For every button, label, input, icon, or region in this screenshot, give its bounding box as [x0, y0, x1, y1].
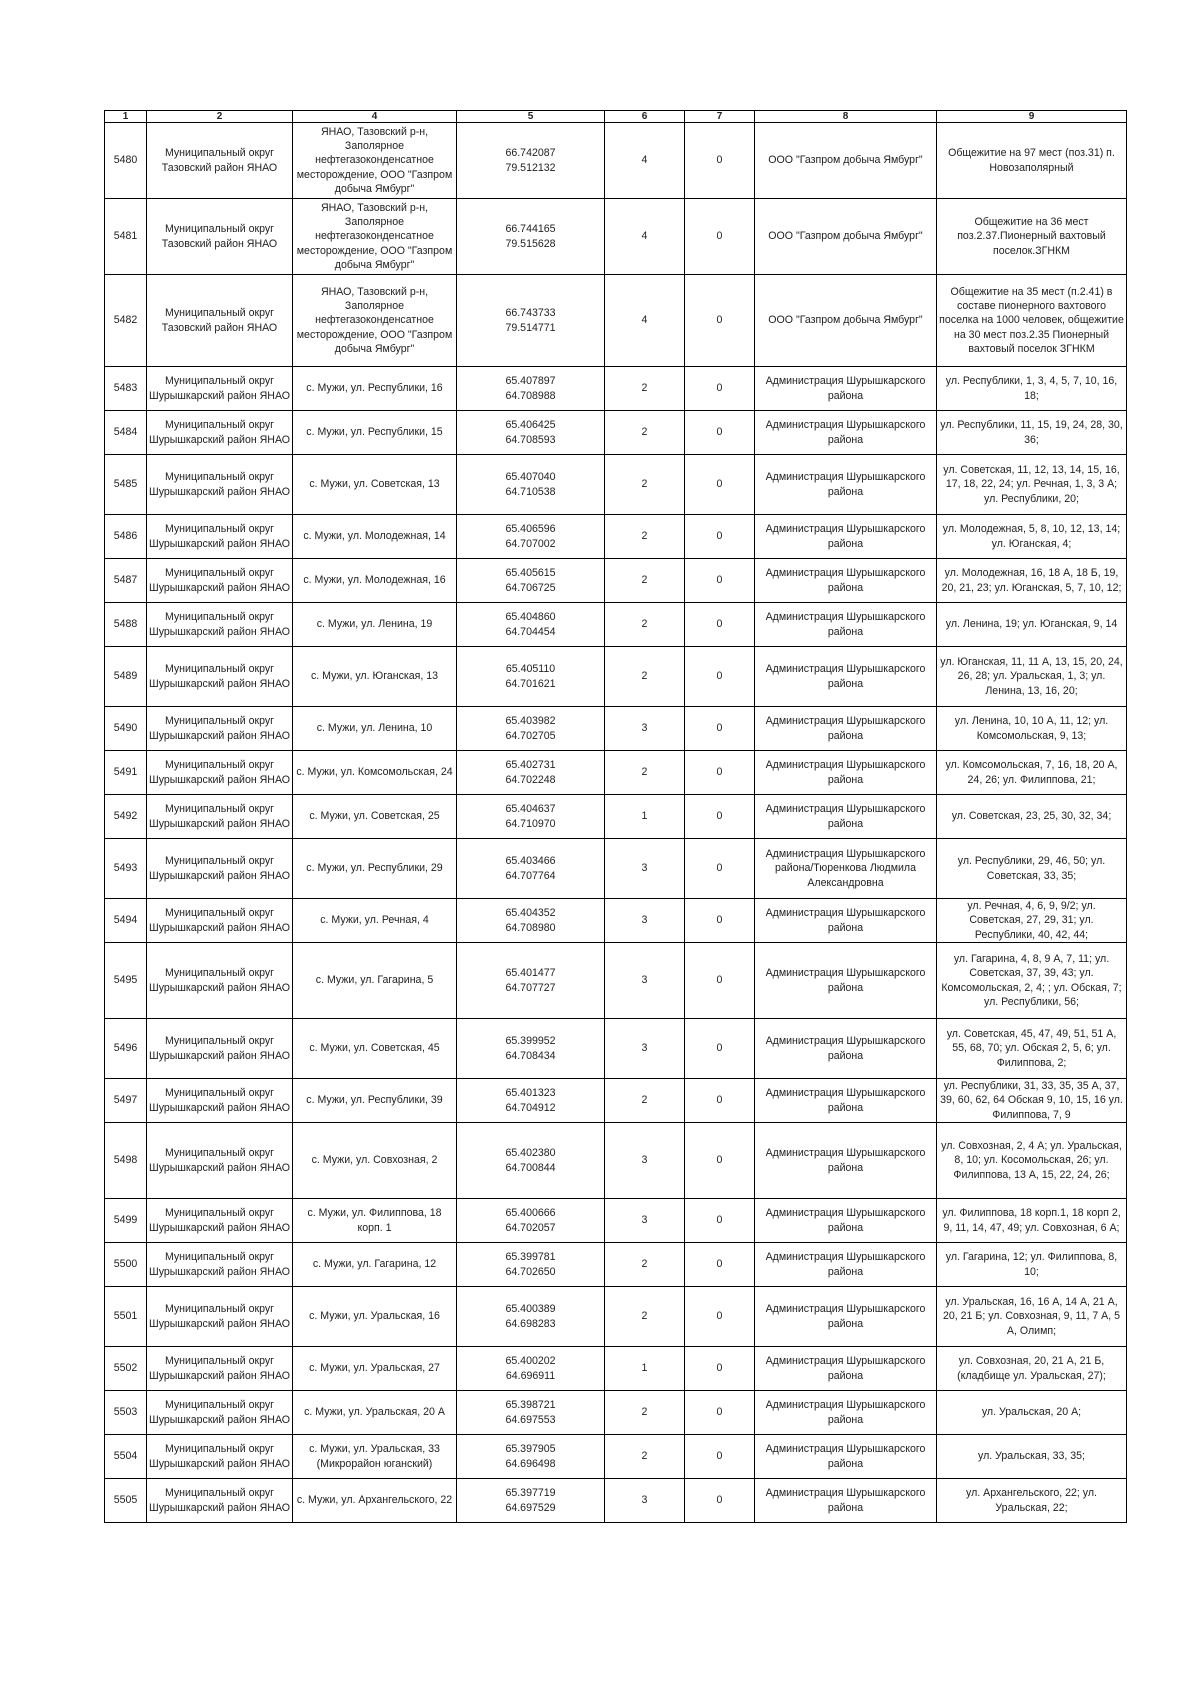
cell-district: Муниципальный округ Шурышкарский район ЯНАО [147, 1019, 293, 1079]
table-row [105, 1199, 1127, 1243]
cell-address: с. Мужи, ул. Республики, 29 [293, 839, 457, 899]
cell-coordinates [457, 275, 605, 367]
longitude: 64.702650 [505, 1265, 556, 1278]
table-row [105, 367, 1127, 411]
cell-address: с. Мужи, ул. Ленина, 19 [293, 603, 457, 647]
cell-col6: 2 [605, 1391, 685, 1435]
header-cell: 2 [147, 111, 293, 123]
latitude: 65.401477 [505, 966, 556, 979]
header-row [105, 111, 1127, 123]
cell-col7: 0 [685, 839, 755, 899]
table-row [105, 603, 1127, 647]
cell-district: Муниципальный округ Шурышкарский район ЯНАО [147, 1123, 293, 1199]
cell-address: с. Мужи, ул. Юганская, 13 [293, 647, 457, 707]
cell-col7: 0 [685, 795, 755, 839]
cell-served-objects: Общежитие на 36 мест поз.2.37.Пионерный вахтовый поселок.ЗГНКМ [937, 199, 1127, 275]
latitude: 65.403466 [505, 854, 556, 867]
cell-served-objects: ул. Республики, 31, 33, 35, 35 А, 37, 39, 60, 62, 64 Обская 9, 10, 15, 16 ул. Филиппова, 7, 9 [937, 1079, 1127, 1123]
cell-number: 5500 [105, 1243, 147, 1287]
header-cell: 5 [457, 111, 605, 123]
cell-col6: 3 [605, 1019, 685, 1079]
cell-col6: 4 [605, 199, 685, 275]
cell-col6: 4 [605, 123, 685, 199]
cell-number: 5483 [105, 367, 147, 411]
table-row [105, 455, 1127, 515]
cell-served-objects: ул. Гагарина, 4, 8, 9 А, 7, 11; ул. Советская, 37, 39, 43; ул. Комсомольская, 2, 4; ; ул. Обская, 7; ул. Республики, 56; [937, 943, 1127, 1019]
cell-number: 5491 [105, 751, 147, 795]
longitude: 64.708980 [505, 921, 556, 934]
cell-number: 5505 [105, 1479, 147, 1523]
latitude: 65.400666 [505, 1206, 556, 1219]
cell-district: Муниципальный округ Шурышкарский район ЯНАО [147, 455, 293, 515]
table-row [105, 1347, 1127, 1391]
longitude: 64.702057 [505, 1221, 556, 1234]
cell-col7: 0 [685, 199, 755, 275]
cell-served-objects: ул. Речная, 4, 6, 9, 9/2; ул. Советская, 27, 29, 31; ул. Республики, 40, 42, 44; [937, 899, 1127, 943]
cell-served-objects: ул. Уральская, 16, 16 А, 14 А, 21 А, 20, 21 Б; ул. Совхозная, 9, 11, 7 А, 5 А, Олимп; [937, 1287, 1127, 1347]
cell-served-objects: ул. Уральская, 33, 35; [937, 1435, 1127, 1479]
cell-address: с. Мужи, ул. Уральская, 16 [293, 1287, 457, 1347]
cell-served-objects: ул. Советская, 23, 25, 30, 32, 34; [937, 795, 1127, 839]
cell-organization: Администрация Шурышкарского района [755, 515, 937, 559]
cell-coordinates [457, 899, 605, 943]
cell-col6: 3 [605, 1123, 685, 1199]
cell-col6: 1 [605, 1347, 685, 1391]
cell-coordinates [457, 1479, 605, 1523]
cell-address: с. Мужи, ул. Филиппова, 18 корп. 1 [293, 1199, 457, 1243]
cell-col6: 2 [605, 751, 685, 795]
cell-organization: Администрация Шурышкарского района [755, 1435, 937, 1479]
cell-coordinates [457, 943, 605, 1019]
cell-address: с. Мужи, ул. Уральская, 20 А [293, 1391, 457, 1435]
cell-address: ЯНАО, Тазовский р-н, Заполярное нефтегазоконденсатное месторождение, ООО "Газпром добыча Ямбург" [293, 123, 457, 199]
table-row [105, 275, 1127, 367]
cell-organization: Администрация Шурышкарского района [755, 1079, 937, 1123]
cell-number: 5498 [105, 1123, 147, 1199]
longitude: 64.702248 [505, 773, 556, 786]
cell-col7: 0 [685, 603, 755, 647]
latitude: 65.402731 [505, 758, 556, 771]
cell-number: 5486 [105, 515, 147, 559]
cell-organization: Администрация Шурышкарского района [755, 751, 937, 795]
cell-number: 5488 [105, 603, 147, 647]
cell-organization: Администрация Шурышкарского района [755, 1287, 937, 1347]
cell-col7: 0 [685, 647, 755, 707]
cell-district: Муниципальный округ Шурышкарский район ЯНАО [147, 1479, 293, 1523]
cell-coordinates [457, 751, 605, 795]
latitude: 65.397905 [505, 1442, 556, 1455]
cell-organization: Администрация Шурышкарского района [755, 899, 937, 943]
longitude: 64.708988 [505, 389, 556, 402]
longitude: 64.697553 [505, 1413, 556, 1426]
cell-number: 5489 [105, 647, 147, 707]
latitude: 65.403982 [505, 714, 556, 727]
cell-organization: Администрация Шурышкарского района [755, 455, 937, 515]
header-cell: 4 [293, 111, 457, 123]
table-row [105, 1435, 1127, 1479]
cell-col6: 3 [605, 943, 685, 1019]
cell-col6: 3 [605, 707, 685, 751]
cell-organization: Администрация Шурышкарского района [755, 1347, 937, 1391]
cell-coordinates [457, 367, 605, 411]
cell-number: 5481 [105, 199, 147, 275]
cell-coordinates [457, 1243, 605, 1287]
cell-col6: 2 [605, 367, 685, 411]
cell-col7: 0 [685, 123, 755, 199]
cell-served-objects: ул. Молодежная, 5, 8, 10, 12, 13, 14; ул. Юганская, 4; [937, 515, 1127, 559]
longitude: 64.701621 [505, 677, 556, 690]
latitude: 65.406596 [505, 522, 556, 535]
cell-number: 5497 [105, 1079, 147, 1123]
cell-number: 5494 [105, 899, 147, 943]
latitude: 65.404637 [505, 802, 556, 815]
cell-district: Муниципальный округ Шурышкарский район ЯНАО [147, 795, 293, 839]
cell-col6: 2 [605, 1435, 685, 1479]
cell-col7: 0 [685, 899, 755, 943]
cell-col6: 3 [605, 1199, 685, 1243]
longitude: 64.708434 [505, 1049, 556, 1062]
cell-number: 5484 [105, 411, 147, 455]
table-row [105, 899, 1127, 943]
cell-col7: 0 [685, 1199, 755, 1243]
cell-coordinates [457, 707, 605, 751]
cell-coordinates [457, 455, 605, 515]
latitude: 66.742087 [505, 146, 556, 159]
table-row [105, 1243, 1127, 1287]
cell-col7: 0 [685, 707, 755, 751]
cell-served-objects: ул. Совхозная, 20, 21 А, 21 Б, (кладбище ул. Уральская, 27); [937, 1347, 1127, 1391]
header-cell: 7 [685, 111, 755, 123]
longitude: 64.700844 [505, 1161, 556, 1174]
cell-served-objects: ул. Юганская, 11, 11 А, 13, 15, 20, 24, 26, 28; ул. Уральская, 1, 3; ул. Ленина, 13, 16, 20; [937, 647, 1127, 707]
cell-col7: 0 [685, 455, 755, 515]
cell-col7: 0 [685, 1243, 755, 1287]
cell-organization: Администрация Шурышкарского района [755, 707, 937, 751]
latitude: 65.399781 [505, 1250, 556, 1263]
cell-col6: 2 [605, 515, 685, 559]
cell-coordinates [457, 1391, 605, 1435]
cell-col6: 2 [605, 603, 685, 647]
cell-district: Муниципальный округ Шурышкарский район ЯНАО [147, 367, 293, 411]
cell-number: 5495 [105, 943, 147, 1019]
cell-number: 5493 [105, 839, 147, 899]
cell-district: Муниципальный округ Шурышкарский район ЯНАО [147, 603, 293, 647]
table-row [105, 647, 1127, 707]
cell-served-objects: ул. Республики, 11, 15, 19, 24, 28, 30, 36; [937, 411, 1127, 455]
table-row [105, 795, 1127, 839]
latitude: 66.744165 [505, 222, 556, 235]
cell-address: с. Мужи, ул. Республики, 16 [293, 367, 457, 411]
cell-number: 5482 [105, 275, 147, 367]
cell-number: 5496 [105, 1019, 147, 1079]
cell-organization: Администрация Шурышкарского района/Тюренкова Людмила Александровна [755, 839, 937, 899]
cell-number: 5502 [105, 1347, 147, 1391]
cell-number: 5501 [105, 1287, 147, 1347]
cell-col7: 0 [685, 1079, 755, 1123]
cell-number: 5492 [105, 795, 147, 839]
cell-organization: Администрация Шурышкарского района [755, 647, 937, 707]
cell-number: 5503 [105, 1391, 147, 1435]
cell-organization: Администрация Шурышкарского района [755, 559, 937, 603]
cell-served-objects: ул. Республики, 1, 3, 4, 5, 7, 10, 16, 18; [937, 367, 1127, 411]
cell-coordinates [457, 1199, 605, 1243]
cell-address: с. Мужи, ул. Уральская, 33 (Микрорайон юганский) [293, 1435, 457, 1479]
cell-col6: 2 [605, 455, 685, 515]
table-row [105, 1123, 1127, 1199]
cell-coordinates [457, 123, 605, 199]
cell-col7: 0 [685, 515, 755, 559]
table-row [105, 751, 1127, 795]
cell-served-objects: ул. Ленина, 10, 10 А, 11, 12; ул. Комсомольская, 9, 13; [937, 707, 1127, 751]
cell-coordinates [457, 1287, 605, 1347]
cell-served-objects: ул. Советская, 11, 12, 13, 14, 15, 16, 17, 18, 22, 24; ул. Речная, 1, 3, 3 А; ул. Республики, 20; [937, 455, 1127, 515]
longitude: 64.707764 [505, 869, 556, 882]
cell-address: с. Мужи, ул. Советская, 25 [293, 795, 457, 839]
latitude: 65.404352 [505, 906, 556, 919]
longitude: 64.704454 [505, 625, 556, 638]
cell-col7: 0 [685, 559, 755, 603]
table-row [105, 839, 1127, 899]
header-cell: 9 [937, 111, 1127, 123]
cell-col7: 0 [685, 367, 755, 411]
cell-district: Муниципальный округ Шурышкарский район ЯНАО [147, 647, 293, 707]
cell-coordinates [457, 199, 605, 275]
cell-col6: 2 [605, 1243, 685, 1287]
cell-coordinates [457, 1079, 605, 1123]
cell-district: Муниципальный округ Тазовский район ЯНАО [147, 275, 293, 367]
latitude: 66.743733 [505, 306, 556, 319]
latitude: 65.405110 [505, 662, 556, 675]
cell-col7: 0 [685, 411, 755, 455]
registry-table [104, 110, 1127, 1523]
cell-col6: 3 [605, 899, 685, 943]
cell-district: Муниципальный округ Шурышкарский район ЯНАО [147, 559, 293, 603]
latitude: 65.406425 [505, 418, 556, 431]
cell-district: Муниципальный округ Шурышкарский район ЯНАО [147, 1287, 293, 1347]
cell-coordinates [457, 1347, 605, 1391]
cell-address: с. Мужи, ул. Архангельского, 22 [293, 1479, 457, 1523]
cell-coordinates [457, 1435, 605, 1479]
longitude: 64.696498 [505, 1457, 556, 1470]
latitude: 65.400202 [505, 1354, 556, 1367]
table-row [105, 1019, 1127, 1079]
table-row [105, 1287, 1127, 1347]
cell-coordinates [457, 795, 605, 839]
cell-col7: 0 [685, 1347, 755, 1391]
cell-address: с. Мужи, ул. Уральская, 27 [293, 1347, 457, 1391]
cell-col7: 0 [685, 943, 755, 1019]
cell-col6: 2 [605, 647, 685, 707]
table-row [105, 1391, 1127, 1435]
cell-address: с. Мужи, ул. Гагарина, 5 [293, 943, 457, 1019]
cell-col7: 0 [685, 1435, 755, 1479]
table-row [105, 1079, 1127, 1123]
cell-col6: 3 [605, 839, 685, 899]
cell-district: Муниципальный округ Шурышкарский район ЯНАО [147, 751, 293, 795]
cell-organization: Администрация Шурышкарского района [755, 1479, 937, 1523]
cell-col6: 2 [605, 1079, 685, 1123]
longitude: 64.702705 [505, 729, 556, 742]
cell-served-objects: ул. Советская, 45, 47, 49, 51, 51 А, 55, 68, 70; ул. Обская 2, 5, 6; ул. Филиппова, 2; [937, 1019, 1127, 1079]
cell-number: 5499 [105, 1199, 147, 1243]
cell-col6: 1 [605, 795, 685, 839]
cell-district: Муниципальный округ Тазовский район ЯНАО [147, 123, 293, 199]
cell-district: Муниципальный округ Шурышкарский район ЯНАО [147, 899, 293, 943]
cell-coordinates [457, 603, 605, 647]
cell-col6: 2 [605, 411, 685, 455]
cell-served-objects: ул. Совхозная, 2, 4 А; ул. Уральская, 8, 10; ул. Косомольская, 26; ул. Филиппова, 13 А, 15, 22, 24, 26; [937, 1123, 1127, 1199]
cell-coordinates [457, 559, 605, 603]
latitude: 65.401323 [505, 1086, 556, 1099]
cell-col6: 2 [605, 559, 685, 603]
cell-organization: ООО "Газпром добыча Ямбург" [755, 123, 937, 199]
cell-organization: Администрация Шурышкарского района [755, 795, 937, 839]
cell-col6: 3 [605, 1479, 685, 1523]
cell-address: с. Мужи, ул. Республики, 15 [293, 411, 457, 455]
cell-coordinates [457, 839, 605, 899]
cell-served-objects: ул. Уральская, 20 А; [937, 1391, 1127, 1435]
table-row [105, 1479, 1127, 1523]
latitude: 65.399952 [505, 1034, 556, 1047]
cell-coordinates [457, 647, 605, 707]
cell-served-objects: ул. Филиппова, 18 корп.1, 18 корп 2, 9, 11, 14, 47, 49; ул. Совхозная, 6 А; [937, 1199, 1127, 1243]
cell-address: с. Мужи, ул. Советская, 45 [293, 1019, 457, 1079]
cell-district: Муниципальный округ Шурышкарский район ЯНАО [147, 1199, 293, 1243]
cell-col6: 2 [605, 1287, 685, 1347]
table-row [105, 707, 1127, 751]
cell-address: с. Мужи, ул. Республики, 39 [293, 1079, 457, 1123]
cell-served-objects: ул. Архангельского, 22; ул. Уральская, 22; [937, 1479, 1127, 1523]
cell-served-objects: ул. Ленина, 19; ул. Юганская, 9, 14 [937, 603, 1127, 647]
cell-district: Муниципальный округ Шурышкарский район ЯНАО [147, 1391, 293, 1435]
cell-organization: Администрация Шурышкарского района [755, 1199, 937, 1243]
header-cell: 8 [755, 111, 937, 123]
cell-district: Муниципальный округ Шурышкарский район ЯНАО [147, 515, 293, 559]
table-row [105, 559, 1127, 603]
latitude: 65.407040 [505, 470, 556, 483]
cell-address: с. Мужи, ул. Совхозная, 2 [293, 1123, 457, 1199]
longitude: 64.704912 [505, 1101, 556, 1114]
cell-district: Муниципальный округ Шурышкарский район ЯНАО [147, 839, 293, 899]
table-row [105, 199, 1127, 275]
latitude: 65.398721 [505, 1398, 556, 1411]
cell-coordinates [457, 1123, 605, 1199]
cell-organization: Администрация Шурышкарского района [755, 943, 937, 1019]
cell-district: Муниципальный округ Шурышкарский район ЯНАО [147, 1079, 293, 1123]
cell-number: 5487 [105, 559, 147, 603]
cell-address: ЯНАО, Тазовский р-н, Заполярное нефтегазоконденсатное месторождение, ООО "Газпром добыча Ямбург" [293, 275, 457, 367]
cell-address: с. Мужи, ул. Советская, 13 [293, 455, 457, 515]
table-row [105, 943, 1127, 1019]
longitude: 64.707727 [505, 981, 556, 994]
cell-col7: 0 [685, 1479, 755, 1523]
cell-organization: Администрация Шурышкарского района [755, 603, 937, 647]
cell-col7: 0 [685, 1391, 755, 1435]
cell-organization: Администрация Шурышкарского района [755, 1019, 937, 1079]
cell-col6: 4 [605, 275, 685, 367]
latitude: 65.397719 [505, 1486, 556, 1499]
cell-address: с. Мужи, ул. Гагарина, 12 [293, 1243, 457, 1287]
cell-col7: 0 [685, 1123, 755, 1199]
longitude: 64.707002 [505, 537, 556, 550]
cell-col7: 0 [685, 1019, 755, 1079]
longitude: 64.710970 [505, 817, 556, 830]
cell-address: с. Мужи, ул. Молодежная, 16 [293, 559, 457, 603]
header-cell: 6 [605, 111, 685, 123]
longitude: 64.697529 [505, 1501, 556, 1514]
cell-district: Муниципальный округ Шурышкарский район ЯНАО [147, 1347, 293, 1391]
cell-organization: Администрация Шурышкарского района [755, 1243, 937, 1287]
cell-address: ЯНАО, Тазовский р-н, Заполярное нефтегазоконденсатное месторождение, ООО "Газпром добыча Ямбург" [293, 199, 457, 275]
longitude: 79.515628 [505, 237, 556, 250]
cell-coordinates [457, 515, 605, 559]
cell-district: Муниципальный округ Тазовский район ЯНАО [147, 199, 293, 275]
longitude: 64.708593 [505, 433, 556, 446]
cell-number: 5480 [105, 123, 147, 199]
header-cell: 1 [105, 111, 147, 123]
cell-organization: Администрация Шурышкарского района [755, 1123, 937, 1199]
cell-district: Муниципальный округ Шурышкарский район ЯНАО [147, 707, 293, 751]
latitude: 65.402380 [505, 1146, 556, 1159]
table-row [105, 123, 1127, 199]
cell-number: 5485 [105, 455, 147, 515]
latitude: 65.404860 [505, 610, 556, 623]
longitude: 64.698283 [505, 1317, 556, 1330]
cell-served-objects: ул. Молодежная, 16, 18 А, 18 Б, 19, 20, 21, 23; ул. Юганская, 5, 7, 10, 12; [937, 559, 1127, 603]
cell-organization: ООО "Газпром добыча Ямбург" [755, 199, 937, 275]
cell-col7: 0 [685, 275, 755, 367]
latitude: 65.400389 [505, 1302, 556, 1315]
cell-address: с. Мужи, ул. Речная, 4 [293, 899, 457, 943]
cell-served-objects: Общежитие на 97 мест (поз.31) п. Новозаполярный [937, 123, 1127, 199]
cell-organization: Администрация Шурышкарского района [755, 1391, 937, 1435]
cell-address: с. Мужи, ул. Комсомольская, 24 [293, 751, 457, 795]
cell-address: с. Мужи, ул. Ленина, 10 [293, 707, 457, 751]
cell-coordinates [457, 1019, 605, 1079]
cell-organization: Администрация Шурышкарского района [755, 411, 937, 455]
cell-district: Муниципальный округ Шурышкарский район ЯНАО [147, 1243, 293, 1287]
cell-organization: Администрация Шурышкарского района [755, 367, 937, 411]
cell-served-objects: ул. Комсомольская, 7, 16, 18, 20 А, 24, 26; ул. Филиппова, 21; [937, 751, 1127, 795]
cell-coordinates [457, 411, 605, 455]
cell-col7: 0 [685, 751, 755, 795]
cell-organization: ООО "Газпром добыча Ямбург" [755, 275, 937, 367]
longitude: 79.512132 [505, 161, 556, 174]
cell-district: Муниципальный округ Шурышкарский район ЯНАО [147, 1435, 293, 1479]
cell-number: 5504 [105, 1435, 147, 1479]
longitude: 64.696911 [505, 1369, 556, 1382]
cell-address: с. Мужи, ул. Молодежная, 14 [293, 515, 457, 559]
cell-district: Муниципальный округ Шурышкарский район ЯНАО [147, 411, 293, 455]
longitude: 79.514771 [505, 321, 556, 334]
cell-served-objects: ул. Гагарина, 12; ул. Филиппова, 8, 10; [937, 1243, 1127, 1287]
latitude: 65.405615 [505, 566, 556, 579]
latitude: 65.407897 [505, 374, 556, 387]
cell-served-objects: ул. Республики, 29, 46, 50; ул. Советская, 33, 35; [937, 839, 1127, 899]
cell-number: 5490 [105, 707, 147, 751]
longitude: 64.710538 [505, 485, 556, 498]
longitude: 64.706725 [505, 581, 556, 594]
cell-served-objects: Общежитие на 35 мест (п.2.41) в составе пионерного вахтового поселка на 1000 человек, общежитие на 30 мест поз.2.35 Пионерный вахтовый поселок ЗГНКМ [937, 275, 1127, 367]
cell-col7: 0 [685, 1287, 755, 1347]
table-row [105, 411, 1127, 455]
cell-district: Муниципальный округ Шурышкарский район ЯНАО [147, 943, 293, 1019]
table-row [105, 515, 1127, 559]
